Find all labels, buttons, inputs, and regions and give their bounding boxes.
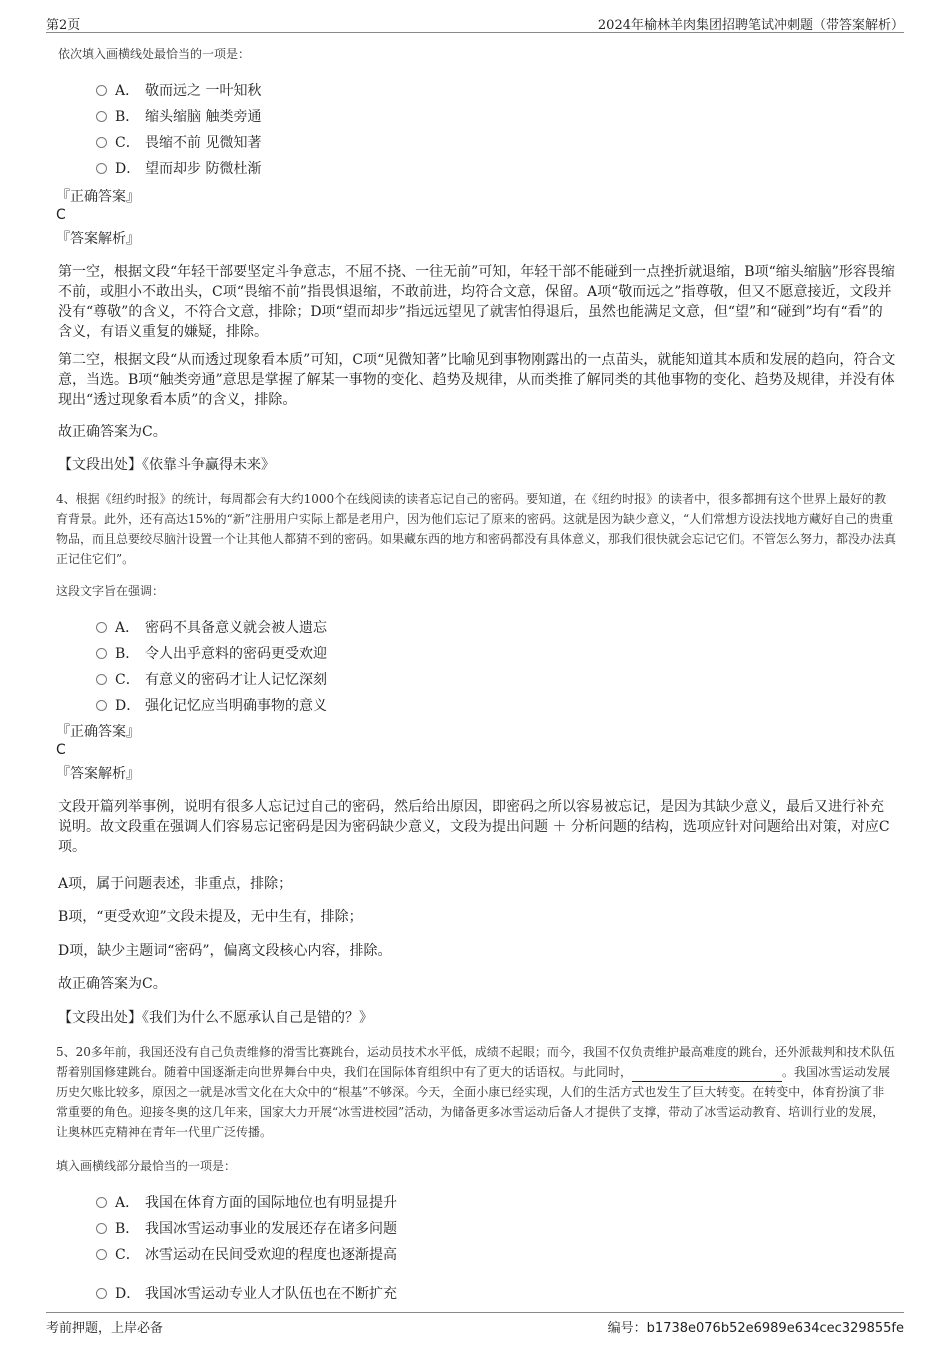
q3-conclusion: 故正确答案为C。 (58, 424, 167, 440)
q3-analysis-paragraph-1: 第一空，根据文段“年轻干部要坚定斗争意志，不屈不挠、一往无前”可知，年轻干部不能碰到一点挫折就退缩，B项“缩头缩脑”形容畏缩不前，或胆小不敢出头，C项“畏缩不前”指畏惧退缩，不敢前进，均符合文意，保留。A项“敬而远之”指尊敬，但又不愿意接近，文段并没有“尊敬”的含义，不符合文意，排除；D项“望而却步”指远远望见了就害怕得退后，虽然也能满足文意，但“望”和“碰到”均有“看”的含义，有语义重复的嫌疑，排除。 (58, 264, 895, 340)
q3-analysis-label: 『答案解析』 (56, 231, 140, 247)
q4-analysis-option-d: D项，缺少主题词“密码”，偏离文段核心内容，排除。 (58, 943, 392, 959)
q5-stem-part-2: 。我国冰雪运动发展历史欠账比较多，原因之一就是冰雪文化在大众中的“根基”不够深。今天，全面小康已经实现，人们的生活方式也发生了巨大转变。在转变中，体育扮演了非常重要的角色。迎接冬奥的这几年来，国家大力开展“冰雪进校园”活动，为储备更多冰雪运动后备人才提供了支撑，带动了冰雪运动教育、培训行业的发展，让奥林匹克精神在青年一代里广泛传播。 (56, 1065, 891, 1139)
radio-icon[interactable] (96, 648, 107, 659)
q5-option-a[interactable]: A． 我国在体育方面的国际地位也有明显提升 (96, 1193, 397, 1213)
q3-answer: C (56, 207, 66, 223)
q4-source: 【文段出处】《我们为什么不愿承认自己是错的？》 (58, 1010, 373, 1026)
radio-icon[interactable] (96, 700, 107, 711)
q4-option-d[interactable]: D． 强化记忆应当明确事物的意义 (96, 696, 327, 716)
radio-icon[interactable] (96, 111, 107, 122)
q5-option-b[interactable]: B． 我国冰雪运动事业的发展还存在诸多问题 (96, 1219, 397, 1239)
radio-icon[interactable] (96, 674, 107, 685)
document-title: 2024年榆林羊肉集团招聘笔试冲刺题（带答案解析） (597, 18, 904, 33)
q4-option-a[interactable]: A． 密码不具备意义就会被人遗忘 (96, 618, 327, 638)
q4-answer-label: 『正确答案』 (56, 724, 140, 740)
q3-answer-label: 『正确答案』 (56, 189, 140, 205)
radio-icon[interactable] (96, 1197, 107, 1208)
q4-prompt: 这段文字旨在强调： (56, 584, 165, 598)
q4-conclusion: 故正确答案为C。 (58, 976, 167, 992)
q4-analysis-paragraph-1: 文段开篇列举事例，说明有很多人忘记过自己的密码，然后给出原因，即密码之所以容易被忘记，是因为其缺少意义，最后又进行补充说明。故文段重在强调人们容易忘记密码是因为密码缺少意义，文段为提出问题 ＋ 分析问题的结构，选项应针对问题给出对策，对应C项。 (58, 799, 890, 855)
radio-icon[interactable] (96, 1249, 107, 1260)
radio-icon[interactable] (96, 85, 107, 96)
q4-analysis-option-b: B项，“更受欢迎”文段未提及，无中生有，排除； (58, 909, 363, 925)
q5-stem (56, 1042, 896, 1142)
fill-in-blank (632, 1067, 782, 1082)
q5-option-c[interactable]: C． 冰雪运动在民间受欢迎的程度也逐渐提高 (96, 1245, 397, 1265)
q3-prompt: 依次填入画横线处最恰当的一项是： (58, 47, 251, 61)
footer-slogan: 考前押题，上岸必备 (46, 1321, 164, 1336)
document-code: 编号：b1738e076b52e6989e634cec329855fe (607, 1321, 904, 1336)
radio-icon[interactable] (96, 1223, 107, 1234)
page-footer (46, 1312, 904, 1335)
q3-option-b[interactable]: B． 缩头缩脑 触类旁通 (96, 107, 261, 127)
q4-answer: C (56, 742, 66, 758)
radio-icon[interactable] (96, 163, 107, 174)
q5-stem-part-1: 5、20多年前，我国还没有自己负责维修的滑雪比赛跳台，运动员技术水平低，成绩不起眼；而今，我国不仅负责维护最高难度的跳台，还外派裁判和技术队伍帮着别国修建跳台。随着中国逐渐走向世界舞台中央，我们在国际体育组织中有了更大的话语权。与此同时， (56, 1045, 895, 1079)
q3-option-c[interactable]: C． 畏缩不前 见微知著 (96, 133, 261, 153)
radio-icon[interactable] (96, 137, 107, 148)
page-header (46, 10, 904, 33)
q4-analysis-option-a: A项，属于问题表述，非重点，排除； (58, 876, 293, 892)
page-number: 第2页 (46, 18, 81, 33)
q3-option-d[interactable]: D． 望而却步 防微杜渐 (96, 159, 261, 179)
q4-stem: 4、根据《纽约时报》的统计，每周都会有大约1000个在线阅读的读者忘记自己的密码。要知道，在《纽约时报》的读者中，很多都拥有这个世界上最好的教育背景。此外，还有高达15%的“新”注册用户实际上都是老用户，因为他们忘记了原来的密码。这就是因为缺少意义，“人们常想方设法找地方藏好自己的贵重物品，而且总要绞尽脑汁设置一个让其他人都猜不到的密码。如果藏东西的地方和密码都没有具体意义，那我们很快就会忘记它们。不管怎么努力，都没办法真正记住它们”。 (56, 492, 897, 566)
q5-prompt: 填入画横线部分最恰当的一项是： (56, 1159, 237, 1173)
q3-source: 【文段出处】《依靠斗争赢得未来》 (58, 457, 275, 473)
q4-analysis-label: 『答案解析』 (56, 766, 140, 782)
radio-icon[interactable] (96, 1288, 107, 1299)
q4-option-c[interactable]: C． 有意义的密码才让人记忆深刻 (96, 670, 327, 690)
q3-analysis-paragraph-2: 第二空，根据文段“从而透过现象看本质”可知，C项“见微知著”比喻见到事物刚露出的一点苗头，就能知道其本质和发展的趋向，符合文意，当选。B项“触类旁通”意思是掌握了解某一事物的变化、趋势及规律，从而类推了解同类的其他事物的变化、趋势及规律，并没有体现出“透过现象看本质”的含义，排除。 (58, 352, 896, 408)
q5-option-d[interactable]: D． 我国冰雪运动专业人才队伍也在不断扩充 (96, 1284, 397, 1304)
q3-option-a[interactable]: A． 敬而远之 一叶知秋 (96, 81, 261, 101)
q4-option-b[interactable]: B． 令人出乎意料的密码更受欢迎 (96, 644, 327, 664)
radio-icon[interactable] (96, 622, 107, 633)
